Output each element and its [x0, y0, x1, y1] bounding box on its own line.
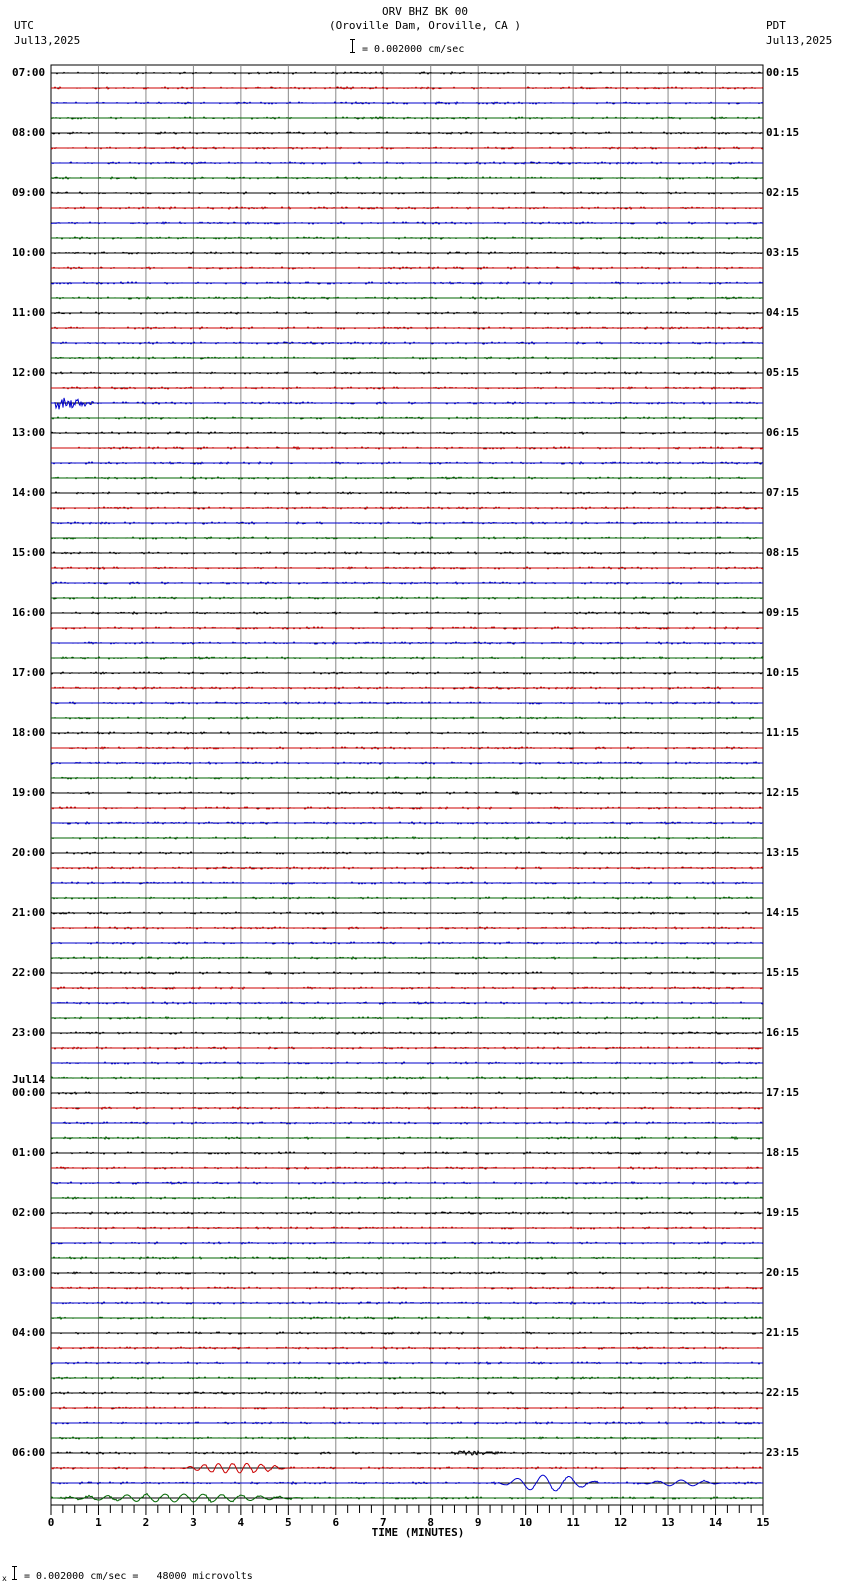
trace-line	[51, 1182, 763, 1184]
x-tick-label: 2	[142, 1516, 150, 1529]
utc-hour-label: 19:00	[12, 786, 46, 799]
trace-line	[51, 852, 763, 854]
x-tick-label: 8	[427, 1516, 435, 1529]
pdt-hour-label: 14:15	[766, 906, 800, 919]
trace-line	[51, 312, 763, 314]
trace-line	[51, 1422, 763, 1424]
pdt-hour-label: 07:15	[766, 486, 800, 499]
footer-scale-text: = 0.002000 cm/sec = 48000 microvolts	[24, 1571, 253, 1582]
x-tick-label: 1	[95, 1516, 102, 1529]
x-tick-label: 3	[190, 1516, 197, 1529]
trace-line	[51, 612, 763, 614]
utc-hour-label: 06:00	[12, 1446, 46, 1459]
trace-line	[51, 582, 763, 584]
x-tick-label: 0	[47, 1516, 55, 1529]
trace-line	[51, 1377, 763, 1379]
pdt-hour-label: 01:15	[766, 126, 800, 139]
pdt-hour-label: 13:15	[766, 846, 800, 859]
pdt-hour-label: 10:15	[766, 666, 800, 679]
pdt-hour-label: 06:15	[766, 426, 800, 439]
trace-line	[51, 1062, 763, 1064]
trace-line	[51, 252, 763, 254]
trace-line	[51, 1152, 763, 1154]
trace-line	[51, 477, 763, 479]
pdt-hour-label: 03:15	[766, 246, 800, 259]
utc-hour-label: 08:00	[12, 126, 46, 139]
trace-line	[51, 807, 763, 809]
station-title: ORV BHZ BK 00	[381, 5, 469, 18]
pdt-hour-label: 08:15	[766, 546, 800, 559]
trace-line	[51, 627, 763, 629]
trace-line	[51, 717, 763, 719]
x-tick-label: 11	[566, 1516, 580, 1529]
footer-prefix: x	[2, 1574, 7, 1583]
x-tick-label: 14	[708, 1516, 723, 1529]
trace-line	[51, 1137, 763, 1139]
trace-line	[51, 747, 763, 749]
x-tick-label: 4	[237, 1516, 245, 1529]
pdt-hour-label: 15:15	[766, 966, 800, 979]
trace-line	[51, 867, 763, 869]
pdt-hour-label: 22:15	[766, 1386, 800, 1399]
trace-line	[51, 1332, 763, 1334]
x-tick-label: 12	[613, 1516, 628, 1529]
pdt-hour-label: 02:15	[766, 186, 800, 199]
trace-line	[51, 342, 763, 344]
pdt-hour-label: 00:15	[766, 66, 800, 79]
trace-line	[51, 72, 763, 74]
utc-hour-label: 15:00	[12, 546, 46, 559]
pdt-hour-label: 16:15	[766, 1026, 800, 1039]
utc-hour-label: 13:00	[12, 426, 46, 439]
trace-line	[51, 687, 763, 689]
trace-line	[51, 237, 763, 239]
trace-line	[51, 1463, 763, 1473]
trace-line	[51, 552, 763, 554]
trace-line	[51, 87, 763, 89]
trace-line	[51, 372, 763, 374]
trace-line	[51, 222, 763, 224]
x-axis-label: TIME (MINUTES)	[371, 1526, 465, 1539]
utc-hour-label: 23:00	[12, 1026, 46, 1039]
trace-line	[51, 1437, 763, 1439]
trace-line	[51, 1242, 763, 1244]
scale-text: = 0.002000 cm/sec	[362, 44, 465, 55]
utc-hour-label: 05:00	[12, 1386, 46, 1399]
trace-line	[51, 177, 763, 179]
trace-line	[51, 642, 763, 644]
utc-hour-label: 10:00	[12, 246, 46, 259]
station-location: (Oroville Dam, Oroville, CA )	[328, 19, 522, 32]
utc-hour-label: 20:00	[12, 846, 46, 859]
trace-line	[51, 702, 763, 704]
trace-line	[51, 162, 763, 164]
trace-line	[51, 1212, 763, 1214]
pdt-hour-label: 09:15	[766, 606, 800, 619]
trace-line	[51, 1107, 763, 1109]
trace-line	[51, 912, 763, 914]
left-date: Jul13,2025	[14, 34, 81, 47]
trace-line	[51, 192, 763, 194]
utc-hour-label: 22:00	[12, 966, 46, 979]
trace-line	[51, 1002, 763, 1004]
x-tick-label: 13	[661, 1516, 675, 1529]
trace-line	[51, 897, 763, 899]
plot-frame	[51, 65, 763, 1505]
trace-line	[51, 522, 763, 524]
utc-hour-label: 17:00	[12, 666, 46, 679]
utc-hour-label: 09:00	[12, 186, 46, 199]
pdt-hour-label: 05:15	[766, 366, 800, 379]
trace-line	[51, 972, 763, 974]
trace-line	[51, 1451, 763, 1455]
trace-line	[51, 1257, 763, 1259]
trace-line	[51, 1317, 763, 1319]
trace-line	[51, 882, 763, 884]
pdt-hour-label: 17:15	[766, 1086, 800, 1099]
trace-line	[51, 297, 763, 299]
trace-line	[51, 398, 763, 409]
trace-line	[51, 1032, 763, 1034]
pdt-hour-label: 21:15	[766, 1326, 800, 1339]
trace-line	[51, 492, 763, 494]
trace-line	[51, 462, 763, 464]
trace-line	[51, 1362, 763, 1364]
trace-line	[51, 387, 763, 389]
x-tick-label: 10	[519, 1516, 533, 1529]
trace-line	[51, 1287, 763, 1289]
pdt-hour-label: 04:15	[766, 306, 800, 319]
utc-hour-label: 14:00	[12, 486, 46, 499]
utc-hour-label: 21:00	[12, 906, 46, 919]
trace-line	[51, 1122, 763, 1124]
trace-line	[51, 207, 763, 209]
trace-line	[51, 1392, 763, 1394]
pdt-hour-label: 18:15	[766, 1146, 800, 1159]
pdt-hour-label: 11:15	[766, 726, 800, 739]
utc-hour-label: 00:00	[12, 1086, 46, 1099]
trace-line	[51, 282, 763, 284]
trace-line	[51, 327, 763, 329]
trace-line	[51, 432, 763, 434]
trace-line	[51, 792, 763, 794]
footer-scale-bar-icon	[14, 1566, 15, 1580]
pdt-hour-label: 20:15	[766, 1266, 800, 1279]
trace-line	[51, 657, 763, 659]
trace-line	[51, 357, 763, 359]
trace-line	[51, 567, 763, 569]
x-tick-label: 9	[474, 1516, 482, 1529]
x-tick-label: 15	[756, 1516, 770, 1529]
utc-hour-label: 07:00	[12, 66, 46, 79]
trace-line	[51, 1272, 763, 1274]
trace-line	[51, 117, 763, 119]
right-timezone: PDT	[766, 19, 786, 32]
utc-hour-label: 01:00	[12, 1146, 46, 1159]
utc-hour-label: 16:00	[12, 606, 46, 619]
utc-hour-label: 11:00	[12, 306, 46, 319]
utc-hour-label: 04:00	[12, 1326, 46, 1339]
utc-hour-label: 12:00	[12, 366, 46, 379]
x-tick-label: 6	[332, 1516, 340, 1529]
utc-hour-label: 03:00	[12, 1266, 46, 1279]
trace-line	[51, 1092, 763, 1094]
date-label: Jul14	[12, 1073, 46, 1086]
left-timezone: UTC	[14, 19, 34, 32]
pdt-hour-label: 12:15	[766, 786, 800, 799]
utc-hour-label: 02:00	[12, 1206, 46, 1219]
x-tick-label: 7	[379, 1516, 387, 1529]
x-tick-label: 5	[285, 1516, 292, 1529]
trace-line	[51, 822, 763, 824]
trace-line	[51, 1407, 763, 1409]
pdt-hour-label: 19:15	[766, 1206, 800, 1219]
pdt-hour-label: 23:15	[766, 1446, 800, 1459]
utc-hour-label: 18:00	[12, 726, 46, 739]
right-date: Jul13,2025	[766, 34, 833, 47]
